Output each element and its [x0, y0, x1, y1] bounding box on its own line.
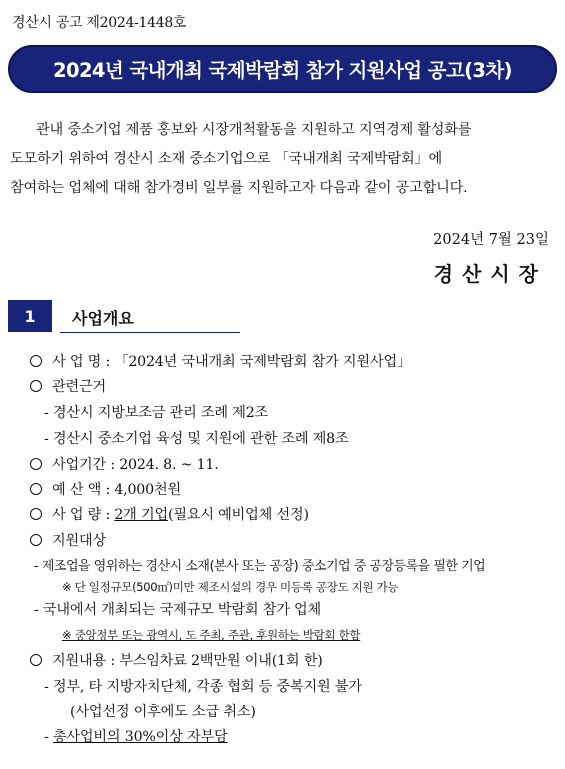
section-number-badge: 1 — [8, 300, 52, 332]
notice-date: 2024년 7월 23일 — [433, 232, 549, 248]
item-text: 지원대상 — [52, 533, 107, 549]
note-target-1: ※ 단 일정규모(500㎡)미만 제조시설의 경우 미등록 공장도 지원 가능 — [62, 580, 399, 594]
note-support-1: (사업선정 이후에도 소급 취소) — [70, 704, 256, 720]
circle-bullet-icon — [30, 355, 42, 367]
item-volume — [30, 504, 309, 524]
circle-bullet-icon — [30, 380, 42, 392]
issuer-name: 경산시장 — [433, 262, 547, 286]
title-banner — [8, 45, 557, 93]
sub-item-legal-basis-1: - 경산시 지방보조금 관리 조례 제2조 — [44, 405, 269, 421]
sub-item-target-1: - 제조업을 영위하는 경산시 소재(본사 또는 공장) 중소기업 중 공장등록을 필한 기업 — [34, 559, 486, 574]
circle-bullet-icon — [30, 508, 42, 520]
circle-bullet-icon — [30, 483, 42, 495]
item-legal-basis — [30, 376, 106, 396]
item-text-underlined: 2개 기업 — [114, 507, 168, 523]
sub-item-target-2: - 국내에서 개최되는 국제규모 박람회 참가 업체 — [34, 602, 322, 618]
sub-item-support-2 — [44, 726, 228, 746]
item-text: 사 업 명 : 「2024년 국내개최 국제박람회 참가 지원사업」 — [52, 354, 411, 370]
section-underline — [60, 332, 240, 333]
item-text-underlined: 총사업비의 30%이상 자부담 — [52, 729, 228, 745]
item-project-name — [30, 351, 411, 371]
notice-number: 경산시 공고 제2024-1448호 — [12, 15, 187, 31]
page-title: 2024년 국내개최 국제박람회 참가 지원사업 공고(3차) — [53, 59, 512, 82]
item-text: 사 업 량 : — [52, 507, 115, 523]
section-title: 사업개요 — [72, 309, 134, 328]
intro-line-1: 관내 중소기업 제품 홍보와 시장개척활동을 지원하고 지역경제 활성화를 — [36, 122, 472, 138]
sub-item-legal-basis-2: - 경산시 중소기업 육성 및 지원에 관한 조례 제8조 — [44, 431, 349, 447]
item-budget — [30, 479, 181, 499]
item-text: 지원내용 : 부스임차료 2백만원 이내(1회 한) — [52, 653, 323, 669]
circle-bullet-icon — [30, 654, 42, 666]
circle-bullet-icon — [30, 534, 42, 546]
item-text: 관련근거 — [52, 379, 107, 395]
item-text: - — [44, 729, 53, 745]
item-text: 사업기간 : 2024. 8. ~ 11. — [52, 457, 219, 473]
item-support-content — [30, 650, 323, 670]
item-text: (필요시 예비업체 선정) — [168, 507, 309, 523]
item-text: 예 산 액 : 4,000천원 — [52, 482, 181, 498]
intro-line-2: 도모하기 위하여 경산시 소재 중소기업으로 「국내개최 국제박람회」에 — [10, 151, 442, 167]
circle-bullet-icon — [30, 458, 42, 470]
item-period — [30, 454, 219, 474]
sub-item-support-1: - 정부, 타 지방자치단체, 각종 협회 등 중복지원 불가 — [44, 679, 362, 695]
intro-line-3: 참여하는 업체에 대해 참가경비 일부를 지원하고자 다음과 같이 공고합니다. — [10, 180, 468, 196]
item-target — [30, 530, 106, 550]
note-target-2: ※ 중앙정부 또는 광역시, 도 주최, 주관, 후원하는 박람회 한함 — [62, 628, 361, 642]
